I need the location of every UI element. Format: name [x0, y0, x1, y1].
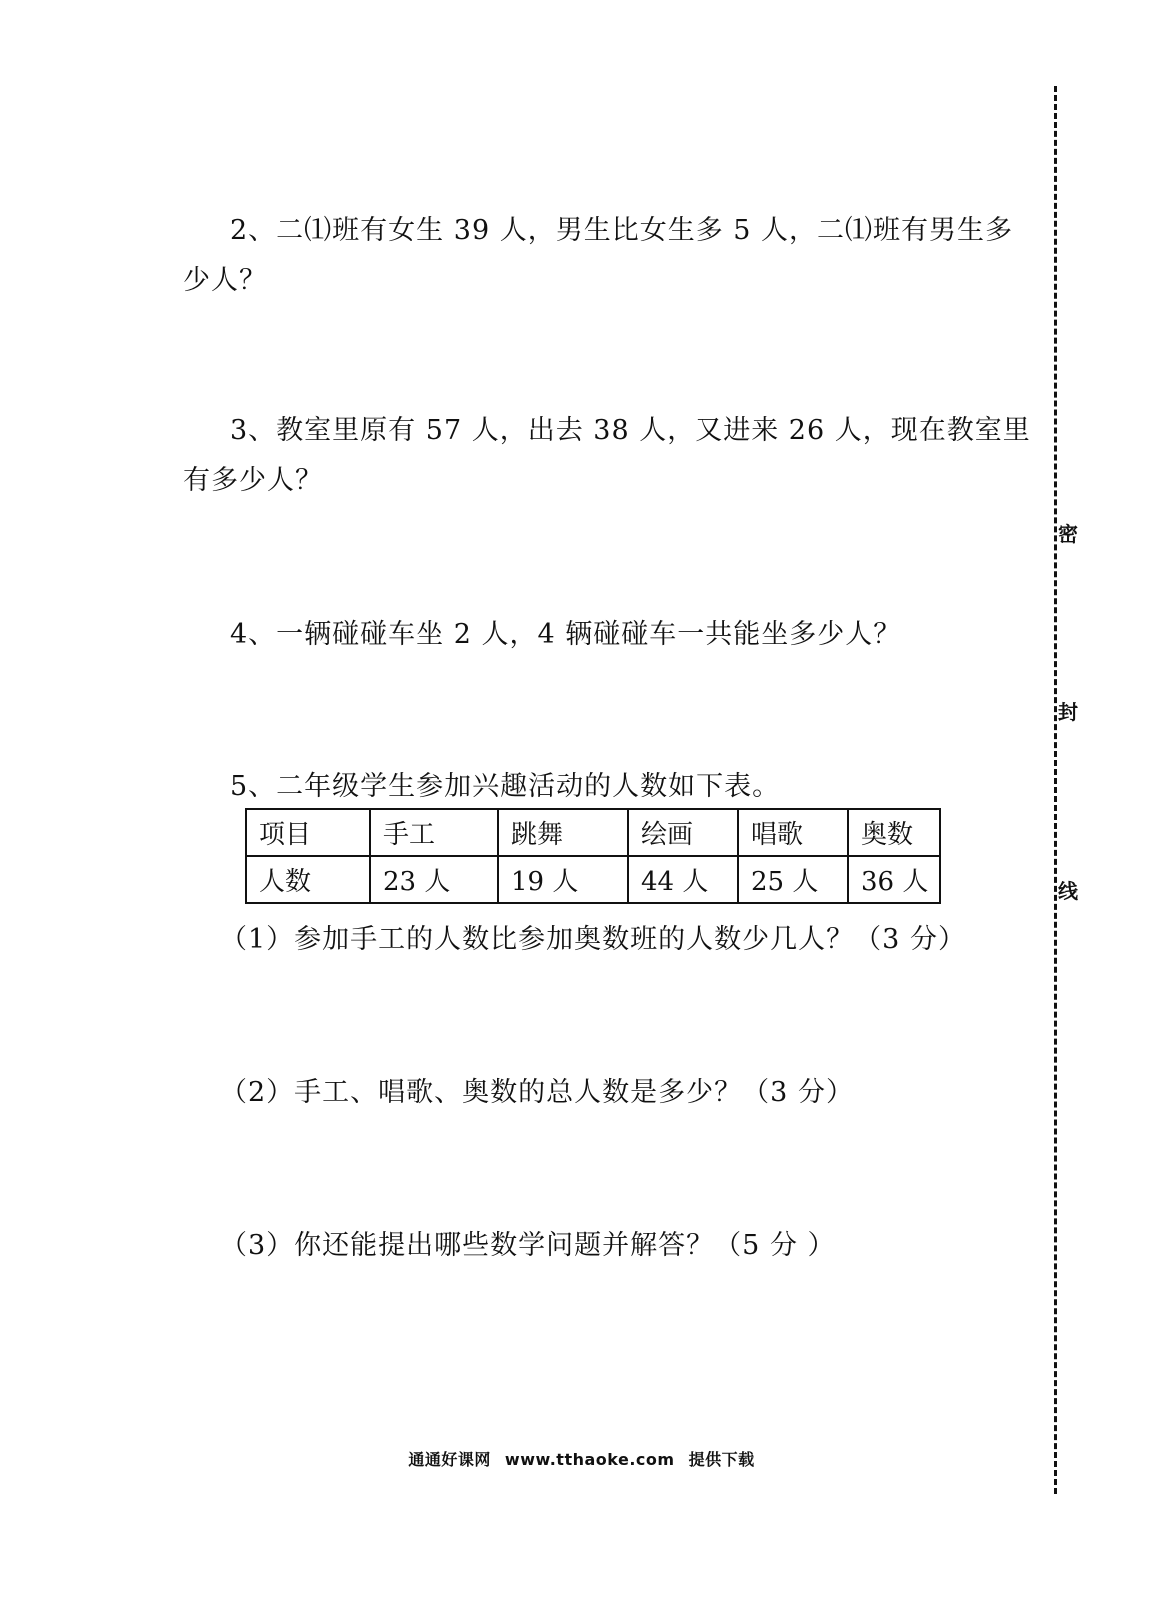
- table-cell: 36 人: [848, 856, 940, 903]
- question-4-text: 4、一辆碰碰车坐 2 人，4 辆碰碰车一共能坐多少人？: [230, 619, 902, 650]
- question-2-line-2: 少人？: [183, 265, 267, 296]
- seal-char-xian: 线: [1058, 879, 1078, 903]
- table-cell: 绘画: [628, 809, 738, 856]
- footer-suffix: 提供下载: [688, 1450, 755, 1469]
- seal-dashed-line: [1054, 86, 1057, 1494]
- question-5-intro: 5、二年级学生参加兴趣活动的人数如下表。: [230, 771, 781, 802]
- table-cell: 23 人: [370, 856, 498, 903]
- footer-url: www.tthaoke.com: [504, 1450, 675, 1469]
- question-5-sub-3: （3）你还能提出哪些数学问题并解答？（5 分 ）: [220, 1230, 836, 1261]
- table-cell: 项目: [246, 809, 370, 856]
- question-3-line-2: 有多少人？: [183, 465, 323, 496]
- table-cell: 奥数: [848, 809, 940, 856]
- question-5-sub-1: （1）参加手工的人数比参加奥数班的人数少几人？（3 分）: [220, 924, 966, 955]
- question-5-sub-2: （2）手工、唱歌、奥数的总人数是多少？（3 分）: [220, 1077, 854, 1108]
- table-row: [246, 856, 940, 903]
- page-footer: [0, 1447, 1163, 1470]
- table-cell: 唱歌: [738, 809, 848, 856]
- table-cell: 手工: [370, 809, 498, 856]
- footer-site-name: 通通好课网: [408, 1450, 491, 1469]
- question-2-line-1: 2、二⑴班有女生 39 人，男生比女生多 5 人，二⑴班有男生多: [230, 215, 1014, 246]
- table-cell: 44 人: [628, 856, 738, 903]
- table-cell: 25 人: [738, 856, 848, 903]
- table-header-row: [246, 809, 940, 856]
- question-3-line-1: 3、教室里原有 57 人，出去 38 人，又进来 26 人，现在教室里: [230, 415, 1031, 446]
- seal-char-feng: 封: [1058, 700, 1078, 724]
- table-cell: 跳舞: [498, 809, 628, 856]
- seal-char-mi: 密: [1058, 522, 1078, 546]
- table-cell: 19 人: [498, 856, 628, 903]
- activity-table: [245, 808, 941, 904]
- table-cell: 人数: [246, 856, 370, 903]
